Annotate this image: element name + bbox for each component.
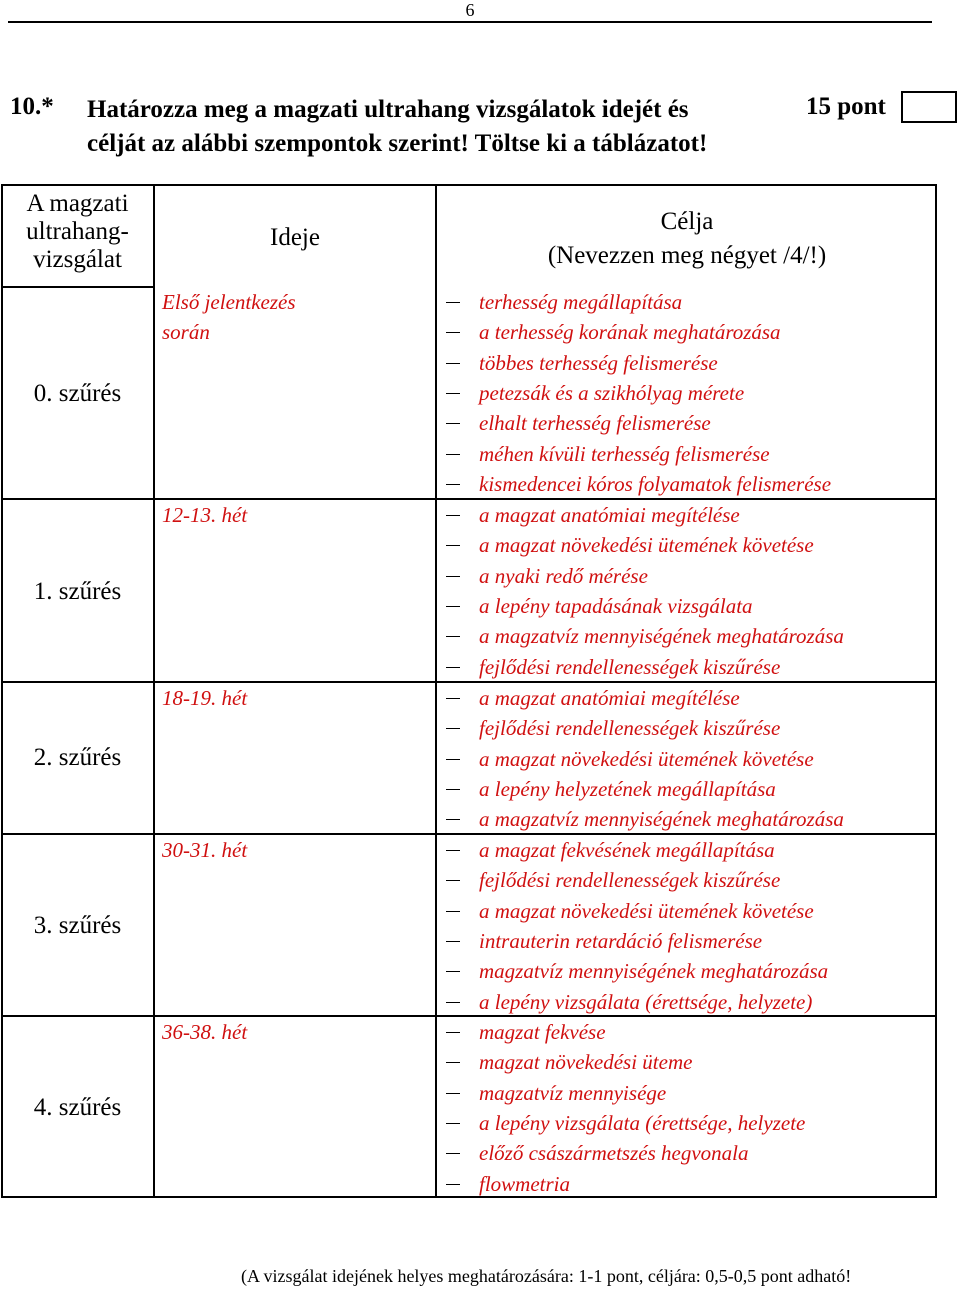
question-points: 15 pont — [806, 93, 886, 120]
dash-bullet-icon — [446, 698, 460, 699]
goal-item — [446, 744, 926, 774]
goal-text: a magzat fekvésének megállapítása — [479, 838, 775, 862]
goal-item — [446, 804, 926, 834]
dash-bullet-icon — [446, 484, 460, 485]
goal-text: fejlődési rendellenességek kiszűrése — [479, 654, 781, 679]
goal-text: kismedencei kóros folyamatok felismerése — [479, 471, 832, 496]
goal-text: többes terhesség felismerése — [479, 350, 718, 375]
dash-bullet-icon — [446, 515, 460, 516]
header-goal-line-1: Célja — [660, 208, 714, 235]
dash-bullet-icon — [446, 1002, 460, 1003]
goal-text: a magzat anatómiai megítélése — [479, 503, 740, 527]
scoring-footnote: (A vizsgálat idejének helyes meghatározására: 1-1 pont, céljára: 0,5-0,5 pont adható! — [241, 1266, 852, 1286]
stage-0-label: 0. szűrés — [33, 380, 122, 407]
goal-text: magzatvíz mennyisége — [479, 1080, 667, 1105]
dash-bullet-icon — [446, 606, 460, 607]
goal-item — [446, 896, 926, 926]
dash-bullet-icon — [446, 636, 460, 637]
question-number: 10.* — [10, 93, 54, 120]
goal-item — [446, 561, 926, 591]
goal-item — [446, 1169, 926, 1199]
header-goal — [437, 205, 937, 273]
column-divider-2 — [435, 184, 437, 1198]
goal-item — [446, 591, 926, 621]
dash-bullet-icon — [446, 1184, 460, 1185]
goal-item — [446, 683, 926, 713]
goal-item — [446, 1078, 926, 1108]
header-stage-line-3: vizsgálat — [33, 246, 122, 273]
stage-4-label: 4. szűrés — [33, 1094, 122, 1121]
goal-item — [446, 469, 926, 499]
goal-item — [446, 1108, 926, 1138]
goal-text: petezsák és a szikhólyag mérete — [479, 380, 745, 405]
goal-text: a lepény helyzetének megállapítása — [479, 776, 776, 801]
goal-item — [446, 408, 926, 438]
goal-text: a magzat anatómiai megítélése — [479, 686, 740, 710]
dash-bullet-icon — [446, 332, 460, 333]
goal-text: méhen kívüli terhesség felismerése — [479, 441, 770, 466]
dash-bullet-icon — [446, 1032, 460, 1033]
goal-text: elhalt terhesség felismerése — [479, 411, 711, 436]
dash-bullet-icon — [446, 1153, 460, 1154]
goal-item — [446, 835, 926, 865]
goal-text: a terhesség korának meghatározása — [479, 320, 781, 345]
goal-item — [446, 956, 926, 986]
stage-0-time-line-2: során — [162, 320, 210, 344]
goal-text: a magzat növekedési ütemének követése — [479, 746, 814, 771]
dash-bullet-icon — [446, 423, 460, 424]
goal-text: flowmetria — [479, 1171, 571, 1196]
score-box[interactable] — [901, 91, 957, 123]
goal-text: a lepény vizsgálata (érettsége, helyzete) — [479, 989, 813, 1014]
goal-item — [446, 1138, 926, 1168]
dash-bullet-icon — [446, 789, 460, 790]
dash-bullet-icon — [446, 1123, 460, 1124]
goal-item — [446, 530, 926, 560]
goal-item — [446, 1017, 926, 1047]
dash-bullet-icon — [446, 302, 460, 303]
dash-bullet-icon — [446, 576, 460, 577]
goal-text: a magzatvíz mennyiségének meghatározása — [479, 624, 844, 649]
top-rule — [8, 21, 932, 23]
stage-4-time: 36-38. hét — [162, 1020, 248, 1044]
goal-item — [446, 987, 926, 1017]
column-divider-1 — [153, 184, 155, 1198]
goal-item — [446, 713, 926, 743]
header-time: Ideje — [270, 224, 320, 251]
dash-bullet-icon — [446, 941, 460, 942]
goal-item — [446, 348, 926, 378]
goal-text: intrauterin retardáció felismerése — [479, 928, 763, 953]
goal-text: a lepény tapadásának vizsgálata — [479, 593, 753, 618]
dash-bullet-icon — [446, 880, 460, 881]
dash-bullet-icon — [446, 850, 460, 851]
header-stage — [1, 190, 154, 274]
stage-0-time — [162, 287, 296, 347]
goal-item — [446, 317, 926, 347]
goal-item — [446, 1047, 926, 1077]
stage-1-label: 1. szűrés — [33, 578, 122, 605]
header-goal-line-2: (Nevezzen meg négyet /4/!) — [547, 242, 827, 269]
header-stage-line-1: A magzati — [26, 190, 129, 217]
goal-item — [446, 865, 926, 895]
question-line-2: célját az alábbi szempontok szerint! Töltse ki a táblázatot! — [87, 130, 708, 157]
header-divider — [1, 286, 154, 288]
goal-item — [446, 378, 926, 408]
stage-3-label: 3. szűrés — [33, 912, 122, 939]
stage-1-time: 12-13. hét — [162, 503, 248, 527]
stage-2-time: 18-19. hét — [162, 686, 248, 710]
stage-0-time-line-1: Első jelentkezés — [162, 290, 296, 314]
dash-bullet-icon — [446, 667, 460, 668]
dash-bullet-icon — [446, 1093, 460, 1094]
goal-item — [446, 287, 926, 317]
goal-text: a magzat növekedési ütemének követése — [479, 898, 814, 923]
stage-2-label: 2. szűrés — [33, 744, 122, 771]
page-number: 6 — [465, 0, 475, 20]
dash-bullet-icon — [446, 393, 460, 394]
dash-bullet-icon — [446, 363, 460, 364]
dash-bullet-icon — [446, 819, 460, 820]
dash-bullet-icon — [446, 971, 460, 972]
goal-item — [446, 774, 926, 804]
question-line-1: Határozza meg a magzati ultrahang vizsgálatok idejét és — [87, 96, 689, 123]
goal-text: terhesség megállapítása — [479, 290, 683, 314]
question-text — [87, 93, 707, 161]
dash-bullet-icon — [446, 911, 460, 912]
goal-item — [446, 652, 926, 682]
goal-text: a nyaki redő mérése — [479, 563, 648, 588]
goal-text: fejlődési rendellenességek kiszűrése — [479, 716, 781, 741]
goal-text: a lepény vizsgálata (érettsége, helyzete — [479, 1110, 806, 1135]
goal-item — [446, 500, 926, 530]
goal-item — [446, 926, 926, 956]
goal-text: előző császármetszés hegvonala — [479, 1141, 749, 1166]
goal-text: a magzatvíz mennyiségének meghatározása — [479, 807, 844, 832]
goal-text: magzat fekvése — [479, 1020, 606, 1044]
goal-text: a magzat növekedési ütemének követése — [479, 533, 814, 558]
goal-text: fejlődési rendellenességek kiszűrése — [479, 868, 781, 893]
goal-item — [446, 621, 926, 651]
header-stage-line-2: ultrahang- — [26, 218, 129, 245]
goal-item — [446, 439, 926, 469]
dash-bullet-icon — [446, 454, 460, 455]
dash-bullet-icon — [446, 759, 460, 760]
dash-bullet-icon — [446, 545, 460, 546]
goal-text: magzatvíz mennyiségének meghatározása — [479, 959, 829, 984]
stage-3-time: 30-31. hét — [162, 838, 248, 862]
dash-bullet-icon — [446, 1062, 460, 1063]
goal-text: magzat növekedési üteme — [479, 1050, 693, 1075]
dash-bullet-icon — [446, 728, 460, 729]
